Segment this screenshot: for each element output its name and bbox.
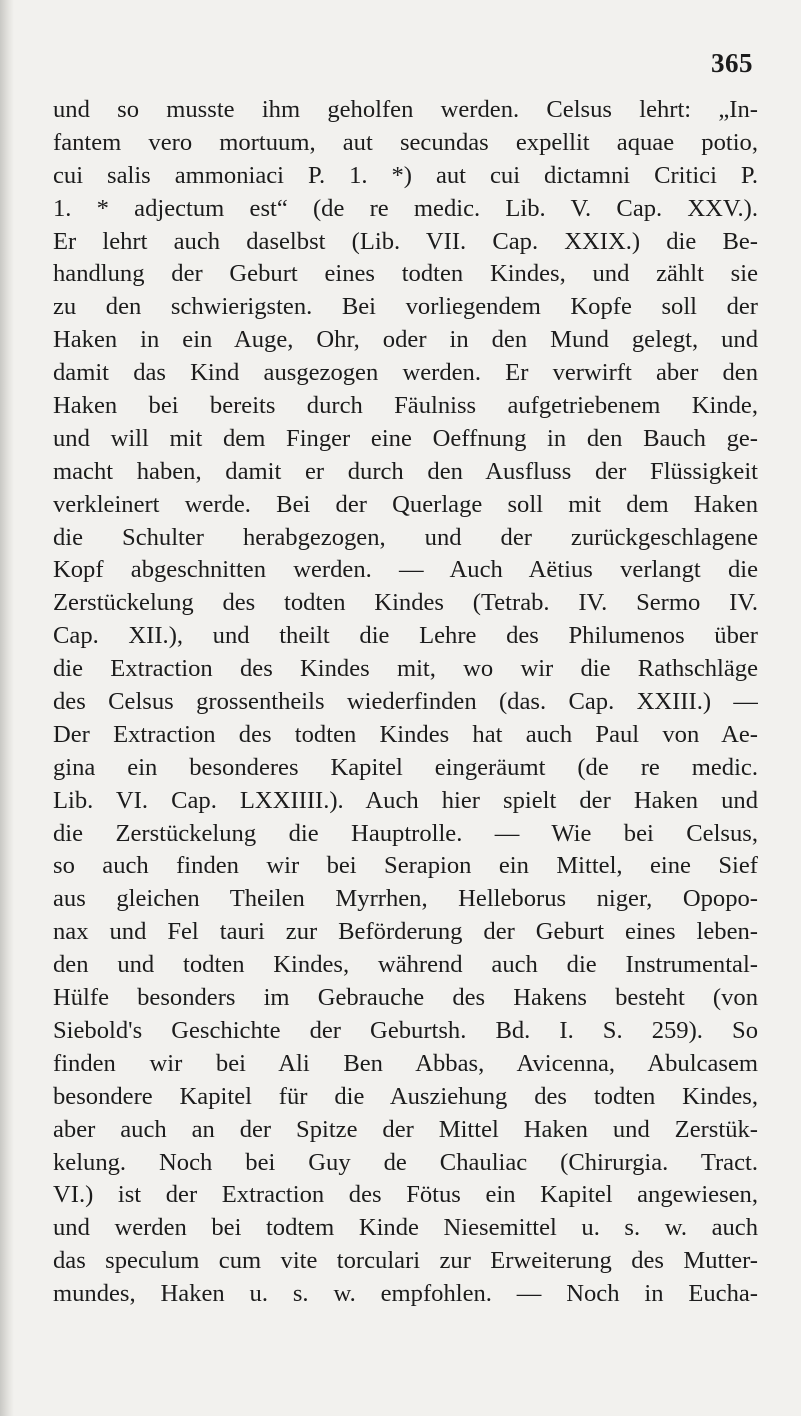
text-line: handlung der Geburt eines todten Kindes, und zählt sie <box>53 260 758 288</box>
text-line: die Zerstückelung die Hauptrolle. — Wie bei Celsus, <box>53 819 758 847</box>
text-line: die Extraction des Kindes mit, wo wir die Rathschläge <box>53 655 758 683</box>
body-text <box>53 94 758 1311</box>
text-line: Zerstückelung des todten Kindes (Tetrab. IV. Sermo IV. <box>53 589 758 617</box>
text-line: verkleinert werde. Bei der Querlage soll mit dem Haken <box>53 490 758 518</box>
text-line: Der Extraction des todten Kindes hat auch Paul von Ae- <box>53 720 758 748</box>
text-line: kelung. Noch bei Guy de Chauliac (Chirurgia. Tract. <box>53 1148 758 1176</box>
text-line: fantem vero mortuum, aut secundas expellit aquae potio, <box>53 128 758 156</box>
text-line: Kopf abgeschnitten werden. — Auch Aëtius verlangt die <box>53 556 758 584</box>
text-line: und will mit dem Finger eine Oeffnung in den Bauch ge- <box>53 424 758 452</box>
text-line: gina ein besonderes Kapitel eingeräumt (de re medic. <box>53 753 758 781</box>
text-line: Haken bei bereits durch Fäulniss aufgetriebenem Kinde, <box>53 392 758 420</box>
text-line: den und todten Kindes, während auch die Instrumental- <box>53 951 758 979</box>
text-line: des Celsus grossentheils wiederfinden (das. Cap. XXIII.) — <box>53 688 758 716</box>
text-line: 1. * adjectum est“ (de re medic. Lib. V. Cap. XXV.). <box>53 194 758 222</box>
text-line: so auch finden wir bei Serapion ein Mittel, eine Sief <box>53 852 758 880</box>
text-line: Er lehrt auch daselbst (Lib. VII. Cap. XXIX.) die Be- <box>53 227 758 255</box>
text-line: Cap. XII.), und theilt die Lehre des Philumenos über <box>53 622 758 650</box>
text-line: finden wir bei Ali Ben Abbas, Avicenna, Abulcasem <box>53 1049 758 1077</box>
text-line: zu den schwierigsten. Bei vorliegendem Kopfe soll der <box>53 293 758 321</box>
text-line: nax und Fel tauri zur Beförderung der Geburt eines leben- <box>53 918 758 946</box>
page-number: 365 <box>711 48 753 78</box>
text-line: cui salis ammoniaci P. 1. *) aut cui dictamni Critici P. <box>53 161 758 189</box>
text-line: macht haben, damit er durch den Ausfluss der Flüssigkeit <box>53 457 758 485</box>
text-line: besondere Kapitel für die Ausziehung des todten Kindes, <box>53 1082 758 1110</box>
text-line: Siebold's Geschichte der Geburtsh. Bd. I. S. 259). So <box>53 1016 758 1044</box>
text-line: und so musste ihm geholfen werden. Celsus lehrt: „In- <box>53 96 758 123</box>
text-line: aber auch an der Spitze der Mittel Haken und Zerstük- <box>53 1115 758 1143</box>
text-line: Haken in ein Auge, Ohr, oder in den Mund gelegt, und <box>53 326 758 354</box>
text-line: damit das Kind ausgezogen werden. Er verwirft aber den <box>53 359 758 387</box>
page-edge-shadow <box>0 0 14 1416</box>
text-line: Hülfe besonders im Gebrauche des Hakens besteht (von <box>53 984 758 1012</box>
text-line: mundes, Haken u. s. w. empfohlen. — Noch in Eucha- <box>53 1280 758 1308</box>
text-line: Lib. VI. Cap. LXXIIII.). Auch hier spielt der Haken und <box>53 786 758 814</box>
text-line: VI.) ist der Extraction des Fötus ein Kapitel angewiesen, <box>53 1181 758 1209</box>
text-line: und werden bei todtem Kinde Niesemittel u. s. w. auch <box>53 1214 758 1242</box>
text-line: aus gleichen Theilen Myrrhen, Helleborus niger, Opopo- <box>53 885 758 913</box>
text-line: die Schulter herabgezogen, und der zurückgeschlagene <box>53 523 758 551</box>
text-line: das speculum cum vite torculari zur Erweiterung des Mutter- <box>53 1247 758 1275</box>
